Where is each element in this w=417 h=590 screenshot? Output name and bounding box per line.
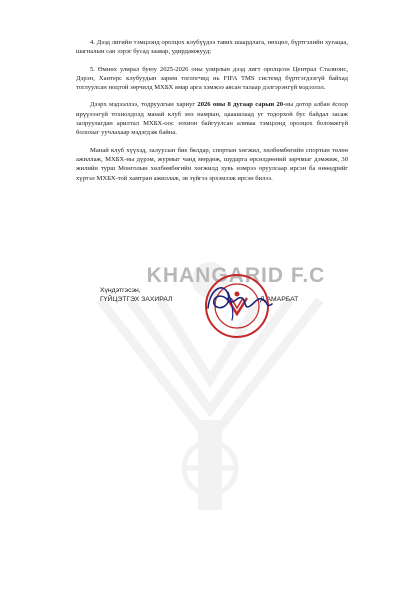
paragraph-item-5: 5. Өмнөх улирал буюу 2025-2026 оны улирлын дээд лигт оролцсон Централ Сталионс, Дэрэн, Хантерс клубуудын зарим тоглогчид нь FIFA TMS системд бүртгэгдээгүй байхад тоглуулсан ноцтой зөрчилд МХБХ ямар арга хэмжээ авсан талаар дэлгэрэнгүй мэдээлэл.: [76, 65, 348, 92]
club-name-watermark: KHANGARID F.C: [146, 264, 326, 287]
deadline-date: 2026 оны 8 дугаар сарын 20: [197, 101, 284, 109]
signatory-name: Д.АМАРБАТ: [260, 296, 299, 303]
paragraph-club-statement: Манай клуб хүүхэд, залуусын бие бялдар, спортын хөгжил, хөлбөмбөгийн спортын төлөө ажиллаж, МХБХ-ны дүрэм, журмыг чанд мөрдөж, шударга өрсөлдөөний зарчмыг дэмжиж, 30 жилийн турш Монголын хөлбөмбөгийн хөгжилд хувь нэмрээ оруулсаар ирсэн ба өнөөдрийг хүртэл МХБХ-той хамтран ажиллаж, эв зүйгээ эрхэмлэж ирсэн билээ.: [76, 146, 348, 182]
handwritten-signature: [198, 278, 278, 322]
paragraph-deadline: Дээрх мэдээллээ, тодруулгын хариуг 2026 оны 8 дугаар сарын 20-ны дотор албан ёсоор ирүүлээгүй тохиолдолд манай клуб энэ намрын, цааашлаад уг тодорхой бус байдал засаж залруулагдан арилтал МХБХ-оос зохион байгуулсан аливаа тэмцээнд оролцох боломжгүй болохыг уучлахаар мэдэгдэж байна.: [76, 101, 348, 137]
salutation: Хүндэтгэсэн,: [100, 287, 141, 294]
signatory-title: ГҮЙЦЭТГЭХ ЗАХИРАЛ: [100, 296, 173, 303]
paragraph-item-4: 4. Дээд лигийн тэмцээнд оролцох клубүүдээ тавих шаардлага, нөхцөл, бүртгэлийн хугацаа, шагналын сан зэрэг бусад заавар, удирдамжууд;: [76, 39, 348, 56]
letter-body: [76, 38, 348, 191]
